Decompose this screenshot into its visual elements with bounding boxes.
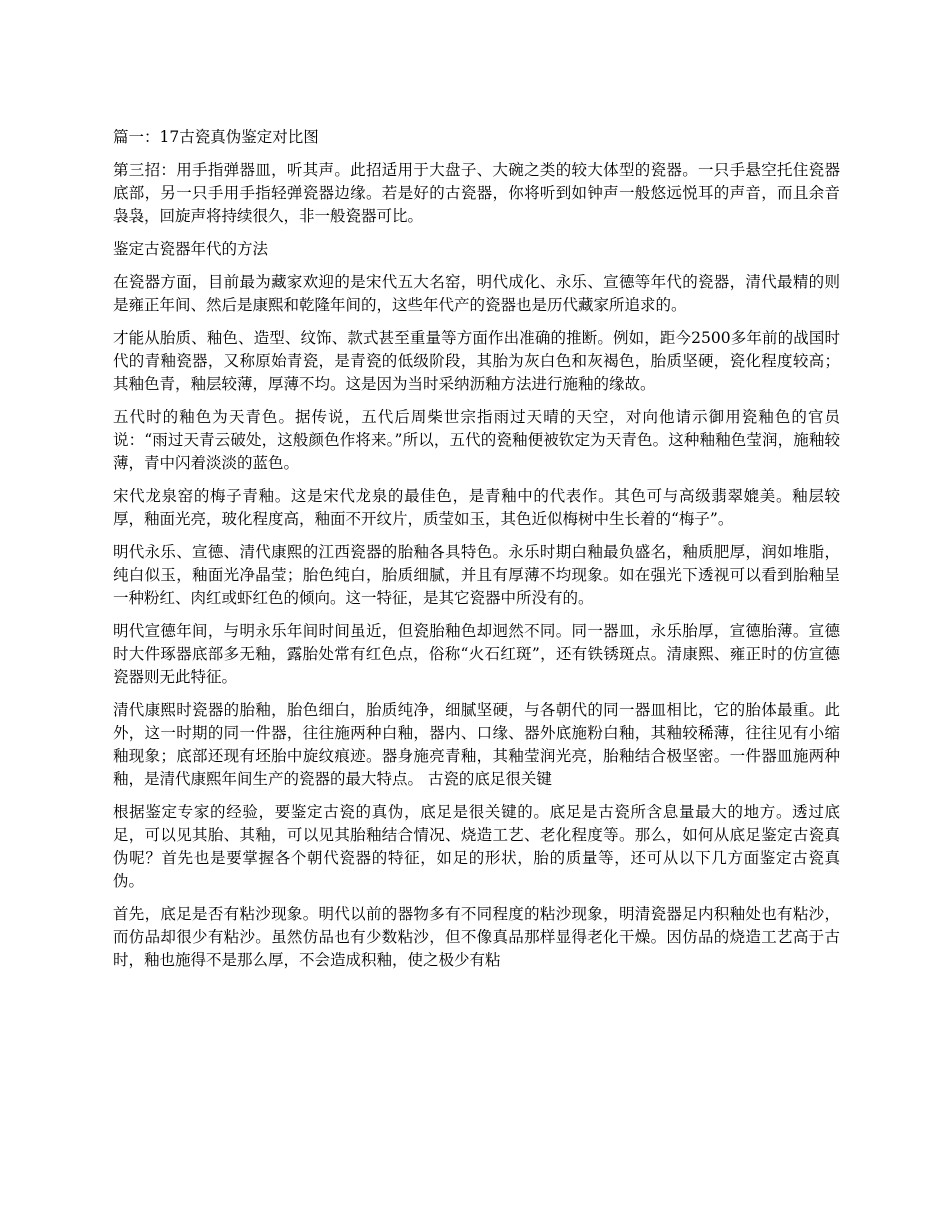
document-title: 篇一：17古瓷真伪鉴定对比图: [113, 128, 319, 146]
document-page: [113, 126, 840, 982]
paragraph-kangxi-period: 清代康熙时瓷器的胎釉，胎色细白，胎质纯净，细腻坚硬，与各朝代的同一器皿相比，它的胎体最重。此外，这一时期的同一件器，往往施两种白釉，器内、口缘、器外底施粉白釉，其釉较稀薄，往往见有小缩釉现象；底部还现有坯胎中旋纹痕迹。器身施亮青釉，其釉莹润光亮，胎釉结合极坚密。一件器皿施两种釉，是清代康熙年间生产的瓷器的最大特点。 古瓷的底足很关键: [113, 701, 840, 788]
paragraph-xuande-period: 明代宣德年间，与明永乐年间时间虽近，但瓷胎釉色却迥然不同。同一器皿，永乐胎厚，宣德胎薄。宣德时大件琢器底部多无釉，露胎处常有红色点，俗称“火石红斑”，还有铁锈斑点。清康熙、雍正时的仿宣德瓷器则无此特征。: [113, 622, 840, 686]
paragraph-five-dynasties-sky-blue: 五代时的釉色为天青色。据传说，五代后周柴世宗指雨过天晴的天空，对向他请示御用瓷釉色的官员说：“雨过天青云破处，这般颜色作将来。”所以，五代的瓷釉便被钦定为天青色。这种釉釉色莹润，施釉较薄，青中闪着淡淡的蓝色。: [113, 408, 840, 472]
paragraph-sand-adhesion: 首先，底足是否有粘沙现象。明代以前的器物多有不同程度的粘沙现象，明清瓷器足内积釉处也有粘沙，而仿品却很少有粘沙。虽然仿品也有少数粘沙，但不像真品那样显得老化干燥。因仿品的烧造工艺高于古时，釉也施得不是那么厚，不会造成积釉，使之极少有粘: [113, 905, 840, 969]
paragraph-popular-dynasties: 在瓷器方面，目前最为藏家欢迎的是宋代五大名窑，明代成化、永乐、宣德等年代的瓷器，清代最精的则是雍正年间、然后是康熙和乾隆年间的，这些年代产的瓷器也是历代藏家所追求的。: [113, 273, 840, 314]
paragraph-longquan-plum-green: 宋代龙泉窑的梅子青釉。这是宋代龙泉的最佳色，是青釉中的代表作。其色可与高级翡翠媲美。釉层较厚，釉面光亮，玻化程度高，釉面不开纹片，质莹如玉，其色近似梅树中生长着的“梅子”。: [113, 487, 840, 528]
paragraph-ming-qing-body-glaze: 明代永乐、宣德、清代康熙的江西瓷器的胎釉各具特色。永乐时期白釉最负盛名，釉质肥厚，润如堆脂，纯白似玉，釉面光净晶莹；胎色纯白，胎质细腻，并且有厚薄不均现象。如在强光下透视可以看到胎釉呈一种粉红、肉红或虾红色的倾向。这一特征，是其它瓷器中所没有的。: [113, 543, 840, 607]
paragraph-warring-states-glaze: 才能从胎质、釉色、造型、纹饰、款式甚至重量等方面作出准确的推断。例如，距今2500多年前的战国时代的青釉瓷器，又称原始青瓷，是青瓷的低级阶段，其胎为灰白色和灰褐色，胎质坚硬，瓷化程度较高；其釉色青，釉层较薄，厚薄不均。这是因为当时采纳沥釉方法进行施釉的缘故。: [113, 329, 840, 393]
paragraph-foot-importance: 根据鉴定专家的经验，要鉴定古瓷的真伪，底足是很关键的。底足是古瓷所含息量最大的地方。透过底足，可以见其胎、其釉，可以见其胎釉结合情况、烧造工艺、老化程度等。那么，如何从底足鉴定古瓷真伪呢？首先也是要掌握各个朝代瓷器的特征，如足的形状，胎的质量等，还可从以下几方面鉴定古瓷真伪。: [113, 803, 840, 890]
paragraph-sound-test: 第三招：用手指弹器皿，听其声。此招适用于大盘子、大碗之类的较大体型的瓷器。一只手悬空托住瓷器底部，另一只手用手指轻弹瓷器边缘。若是好的古瓷器，你将听到如钟声一般悠远悦耳的声音，而且余音袅袅，回旋声将持续很久，非一般瓷器可比。: [113, 161, 840, 225]
section-heading-dating-methods: 鉴定古瓷器年代的方法: [113, 240, 269, 258]
